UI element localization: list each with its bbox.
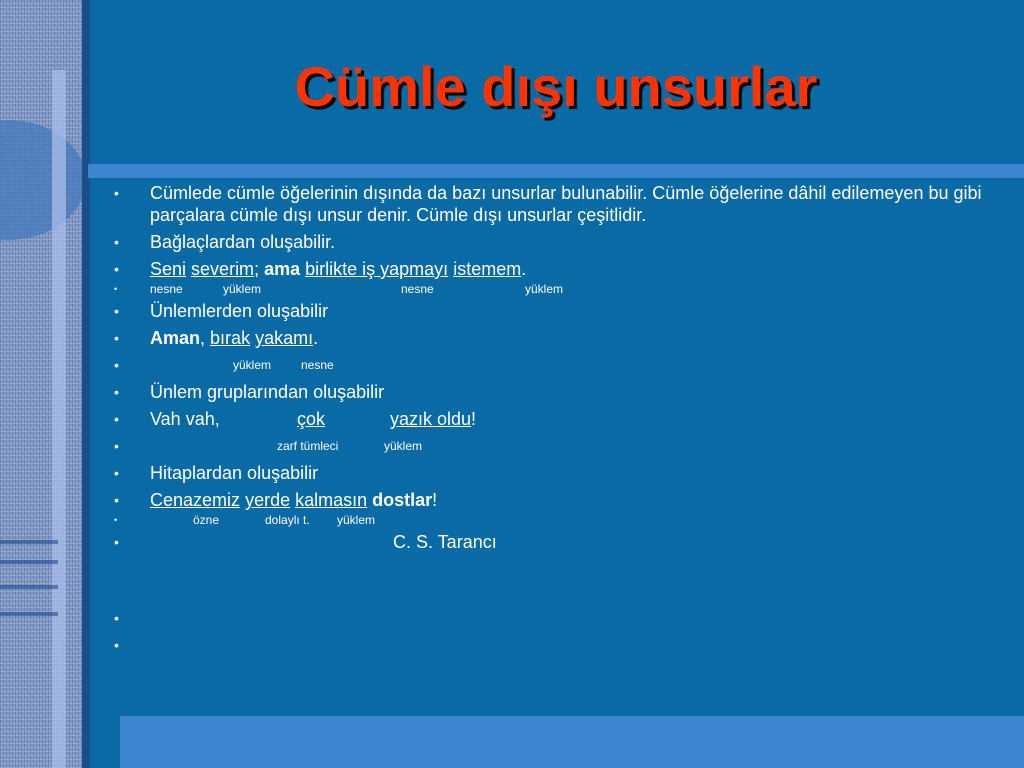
bullet-icon: • xyxy=(114,261,119,277)
bullet-icon: • xyxy=(114,234,119,250)
bullet-text: Bağlaçlardan oluşabilir. xyxy=(150,232,336,252)
decorative-mark xyxy=(0,560,58,564)
decorative-side-strip xyxy=(0,0,88,768)
bullet-icon: • xyxy=(114,185,119,201)
bullet-text: Cümlede cümle öğelerinin dışında da bazı unsurlar bulunabilir. Cümle öğelerine dâhil edilemeyen bu gibi parçalara cümle dışı unsur denir. Cümle dışı unsurlar çeşitlidir. xyxy=(150,183,982,225)
bullet-icon: • xyxy=(114,492,119,508)
bullet-icon: • xyxy=(114,515,118,525)
punct: . xyxy=(313,328,319,348)
slide-title: Cümle dışı unsurlar xyxy=(294,55,818,118)
word-ama: ama xyxy=(264,259,301,279)
bullet-item-empty xyxy=(110,634,1015,656)
decorative-circle xyxy=(0,120,86,240)
label-yuklem: yüklem xyxy=(223,282,262,296)
decorative-mark xyxy=(0,612,58,616)
punct: . xyxy=(521,259,527,279)
bottom-bar xyxy=(120,716,1024,768)
bullet-item-annotation xyxy=(110,435,1015,457)
word-severim: severim xyxy=(191,259,255,279)
word-yerde: yerde xyxy=(245,490,291,510)
word-vah-vah: Vah vah, xyxy=(150,409,220,429)
bullet-item-annotation xyxy=(110,513,1015,527)
word-birak: bırak xyxy=(210,328,251,348)
label-nesne: nesne xyxy=(150,282,183,296)
punct: , xyxy=(200,328,206,348)
label-yuklem: yüklem xyxy=(337,513,376,527)
bullet-list xyxy=(110,182,1015,661)
bullet-item-annotation xyxy=(110,282,1015,296)
decorative-band xyxy=(52,70,66,768)
bullet-item xyxy=(110,489,1015,511)
punct: ; xyxy=(254,259,260,279)
label-ozne: özne xyxy=(193,513,220,527)
bullet-icon: • xyxy=(114,303,119,319)
label-nesne: nesne xyxy=(401,282,434,296)
bullet-icon: • xyxy=(114,284,118,294)
label-zarf-tumleci: zarf tümleci xyxy=(277,439,339,453)
bullet-icon: • xyxy=(114,384,119,400)
word-seni: Seni xyxy=(150,259,187,279)
bullet-item-annotation xyxy=(110,354,1015,376)
bullet-icon: • xyxy=(114,610,119,626)
label-yuklem: yüklem xyxy=(384,439,423,453)
decorative-mark xyxy=(0,540,58,544)
bullet-text: Ünlemlerden oluşabilir xyxy=(150,301,329,321)
word-istemem: istemem xyxy=(453,259,522,279)
bullet-icon: • xyxy=(114,411,119,427)
word-aman: Aman xyxy=(150,328,201,348)
label-yuklem: yüklem xyxy=(525,282,564,296)
label-nesne: nesne xyxy=(301,358,334,372)
bullet-item xyxy=(110,258,1015,280)
word-cenazemiz: Cenazemiz xyxy=(150,490,241,510)
bullet-item xyxy=(110,300,1015,322)
bullet-item xyxy=(110,327,1015,349)
punct: ! xyxy=(471,409,477,429)
bullet-item xyxy=(110,531,1015,553)
attribution: C. S. Tarancı xyxy=(393,532,497,552)
bullet-item xyxy=(110,381,1015,403)
decorative-mark xyxy=(0,585,58,589)
word-dostlar: dostlar xyxy=(372,490,433,510)
label-yuklem: yüklem xyxy=(233,358,272,372)
bullet-text: Hitaplardan oluşabilir xyxy=(150,463,319,483)
bullet-icon: • xyxy=(114,534,119,550)
bullet-item xyxy=(110,182,1015,226)
bullet-icon: • xyxy=(114,330,119,346)
bullet-item xyxy=(110,231,1015,253)
title-divider-bar xyxy=(88,164,1024,178)
word-cok: çok xyxy=(297,409,326,429)
bullet-item-empty xyxy=(110,607,1015,629)
word-yazik-oldu: yazık oldu xyxy=(390,409,472,429)
bullet-item xyxy=(110,408,1015,430)
word-birlikte: birlikte iş yapmayı xyxy=(305,259,449,279)
bullet-text: Ünlem gruplarından oluşabilir xyxy=(150,382,385,402)
bullet-icon: • xyxy=(114,637,119,653)
word-yakami: yakamı xyxy=(255,328,314,348)
bullet-icon: • xyxy=(114,465,119,481)
word-kalmasin: kalmasın xyxy=(295,490,368,510)
punct: ! xyxy=(432,490,438,510)
label-dolayli: dolaylı t. xyxy=(265,513,310,527)
bullet-icon: • xyxy=(114,357,119,373)
bullet-icon: • xyxy=(114,438,119,454)
bullet-item xyxy=(110,462,1015,484)
